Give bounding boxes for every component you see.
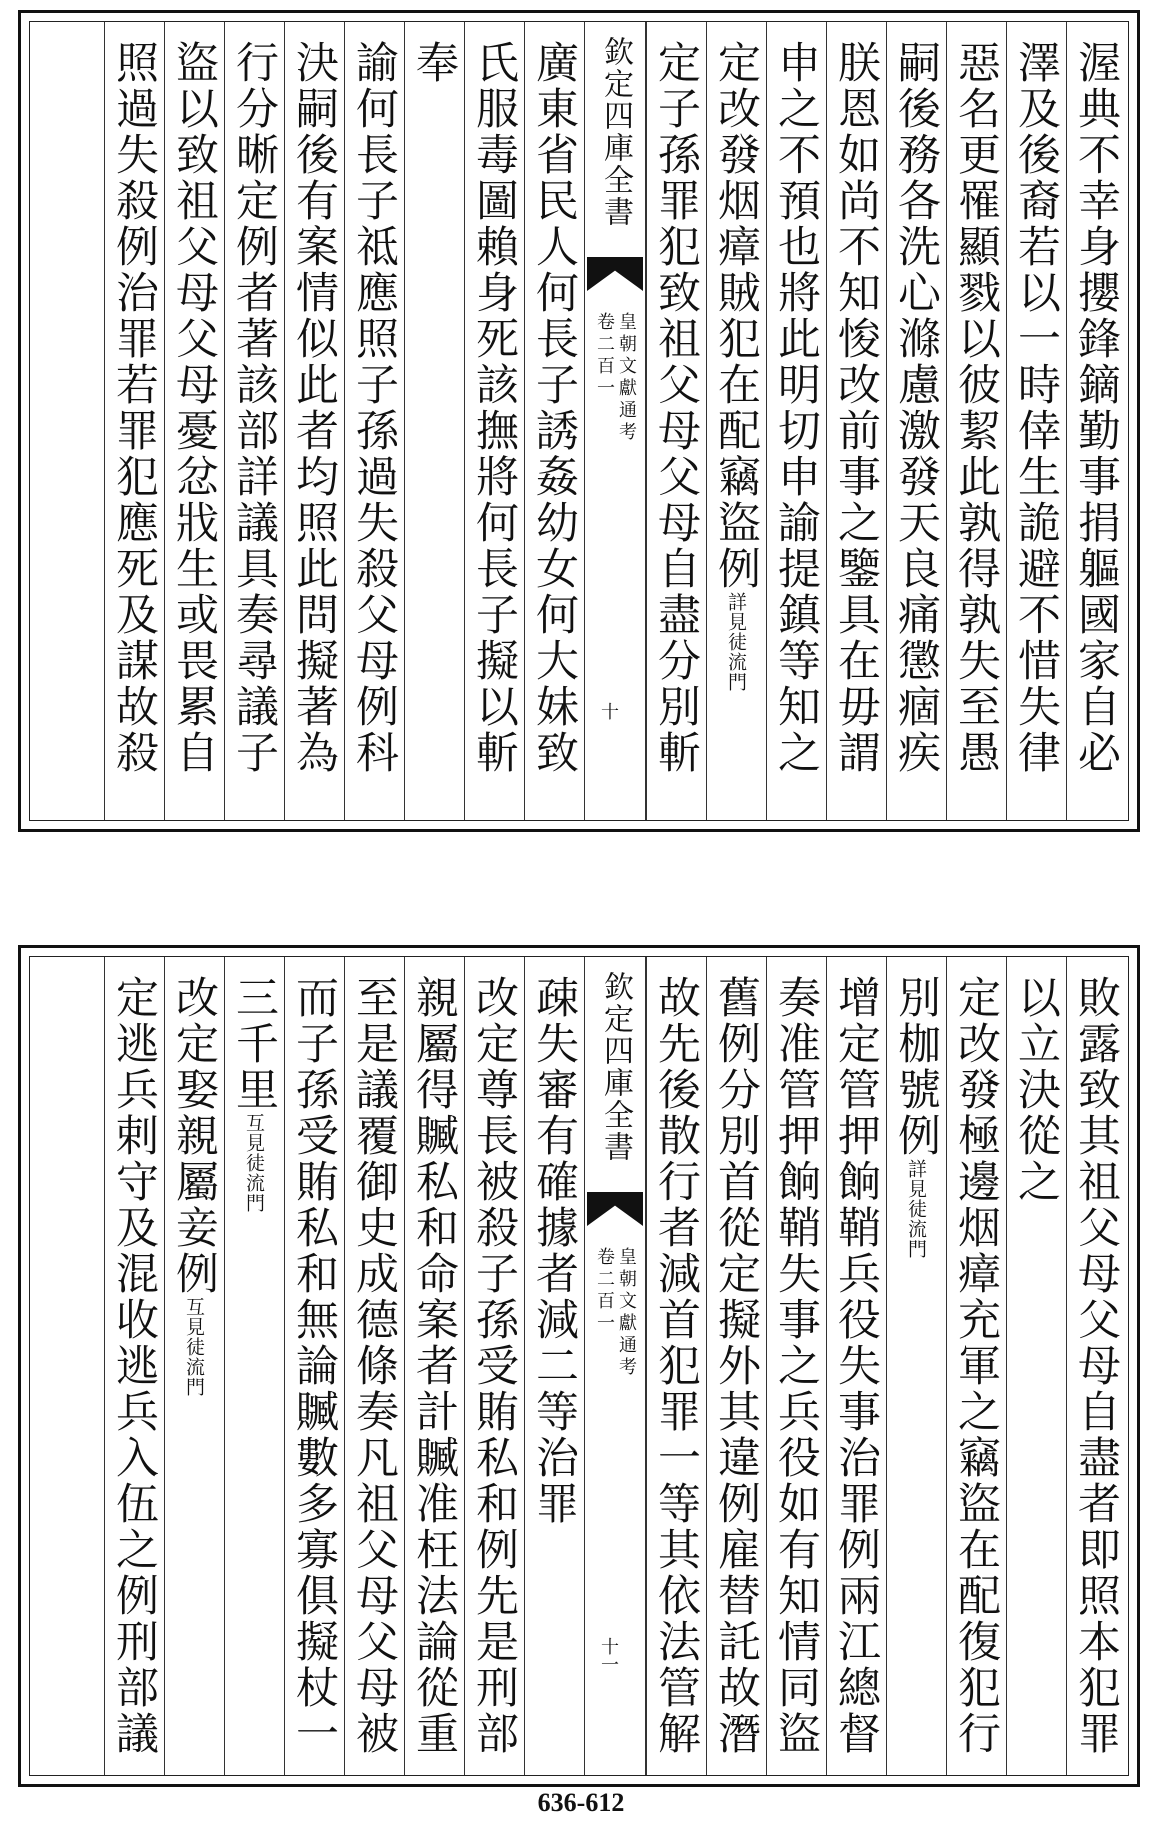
volume-label: 卷二百一: [594, 312, 615, 400]
fishtail-mark-icon: [587, 1192, 643, 1226]
top-text-column: [946, 22, 1006, 820]
bottom-text-column: [464, 957, 524, 1775]
column-text: 以立決從之: [1011, 975, 1061, 1205]
column-text: 定改發烟瘴賊犯在配竊盜例: [711, 40, 761, 592]
top-text-column: [524, 22, 584, 820]
top-text-column: [1066, 22, 1126, 820]
column-annotation: 互見徒流門: [183, 1297, 205, 1397]
top-page-panel: [18, 10, 1140, 832]
leaf-number: 十: [598, 702, 619, 720]
column-text: 嗣後務各洗心滌慮激發天良痛懲痼疾: [891, 40, 941, 776]
column-text: 申之不預也將此明切申諭提鎮等知之: [771, 40, 821, 776]
leaf-number: 十一: [598, 1637, 619, 1673]
column-text: 敗露致其祖父母父母自盡者即照本犯罪: [1071, 975, 1121, 1757]
column-text: 諭何長子祗應照子孫過失殺父母例科: [349, 40, 399, 776]
column-text: 改定尊長被殺子孫受賄私和例先是刑部: [469, 975, 519, 1757]
column-text: 故先後散行者減首犯罪一等其依法管解: [651, 975, 701, 1757]
column-text: 決嗣後有案情似此者均照此問擬著為: [289, 40, 339, 776]
bottom-text-column: [826, 957, 886, 1775]
column-text: 廣東省民人何長子誘姦幼女何大妹致: [529, 40, 579, 776]
column-text: 奉: [409, 40, 459, 86]
column-text: 照過失殺例治罪若罪犯應死及謀故殺: [109, 40, 159, 776]
column-text: 增定管押餉鞘兵役失事治罪例兩江總督: [831, 975, 881, 1757]
bottom-page-frame: [29, 956, 1129, 1776]
top-text-column: [344, 22, 404, 820]
book-title: 欽定四庫全書: [598, 36, 633, 228]
column-text: 至是議覆御史成德條奏凡祖父母父母被: [349, 975, 399, 1757]
column-text: 氏服毒圖賴身死該撫將何長子擬以斬: [469, 40, 519, 776]
bottom-text-column: [404, 957, 464, 1775]
top-text-column: [164, 22, 224, 820]
column-text: 改定娶親屬妾例: [169, 975, 219, 1297]
column-text: 惡名更罹顯戮以彼絜此孰得孰失至愚: [951, 40, 1001, 776]
top-text-column: [1006, 22, 1066, 820]
page-number: 636-612: [537, 1788, 625, 1817]
top-text-column: [464, 22, 524, 820]
column-text: 親屬得贓私和命案者計贓准枉法論從重: [409, 975, 459, 1757]
column-text: 別枷號例: [891, 975, 941, 1159]
bottom-text-column: [946, 957, 1006, 1775]
column-text: 行分晰定例者著該部詳議具奏尋議子: [229, 40, 279, 776]
center-banner: [584, 22, 646, 820]
column-text: 而子孫受賄私和無論贓數多寡俱擬杖一: [289, 975, 339, 1757]
bottom-text-column: [284, 957, 344, 1775]
column-annotation: 詳見徒流門: [725, 592, 747, 692]
top-text-column: [646, 22, 706, 820]
column-text: 疎失審有確據者減二等治罪: [529, 975, 579, 1527]
source-name: 皇朝文獻通考: [616, 312, 637, 444]
column-text: 渥典不幸身攖鋒鏑勤事捐軀國家自必: [1071, 40, 1121, 776]
bottom-text-column: [646, 957, 706, 1775]
top-text-column: [826, 22, 886, 820]
bottom-text-column: [1066, 957, 1126, 1775]
bottom-text-column: [1006, 957, 1066, 1775]
column-text: 朕恩如尚不知悛改前事之鑒具在毋謂: [831, 40, 881, 776]
source-name: 皇朝文獻通考: [616, 1247, 637, 1379]
column-text: 舊例分別首從定擬外其違例雇替託故潛: [711, 975, 761, 1757]
column-annotation: 互見徒流門: [243, 1113, 265, 1213]
bottom-text-column: [104, 957, 164, 1775]
column-text: 定子孫罪犯致祖父母父母自盡分別斬: [651, 40, 701, 776]
fishtail-mark-icon: [587, 257, 643, 291]
top-text-column: [284, 22, 344, 820]
top-page-frame: [29, 21, 1129, 821]
column-text: 盜以致祖父母父母憂忿戕生或畏累自: [169, 40, 219, 776]
source-title: [593, 1247, 637, 1379]
bottom-text-column: [886, 957, 946, 1775]
bottom-text-column: [766, 957, 826, 1775]
top-text-column: [706, 22, 766, 820]
bottom-text-column: [706, 957, 766, 1775]
source-title: [593, 312, 637, 444]
center-banner: [584, 957, 646, 1775]
bottom-text-column: [344, 957, 404, 1775]
column-text: 三千里: [229, 975, 279, 1113]
top-text-column: [766, 22, 826, 820]
bottom-page-panel: [18, 945, 1140, 1787]
top-text-column: [224, 22, 284, 820]
top-text-column: [104, 22, 164, 820]
top-text-column: [886, 22, 946, 820]
column-text: 定逃兵剌守及混收逃兵入伍之例刑部議: [109, 975, 159, 1757]
book-title: 欽定四庫全書: [598, 971, 633, 1163]
column-annotation: 詳見徒流門: [905, 1159, 927, 1259]
bottom-text-column: [164, 957, 224, 1775]
volume-label: 卷二百一: [594, 1247, 615, 1335]
bottom-text-column: [224, 957, 284, 1775]
top-text-column: [404, 22, 464, 820]
column-text: 奏准管押餉鞘失事之兵役如有知情同盜: [771, 975, 821, 1757]
column-text: 澤及後裔若以一時倖生詭避不惜失律: [1011, 40, 1061, 776]
column-text: 定改發極邊烟瘴充軍之竊盜在配復犯行: [951, 975, 1001, 1757]
bottom-text-column: [524, 957, 584, 1775]
